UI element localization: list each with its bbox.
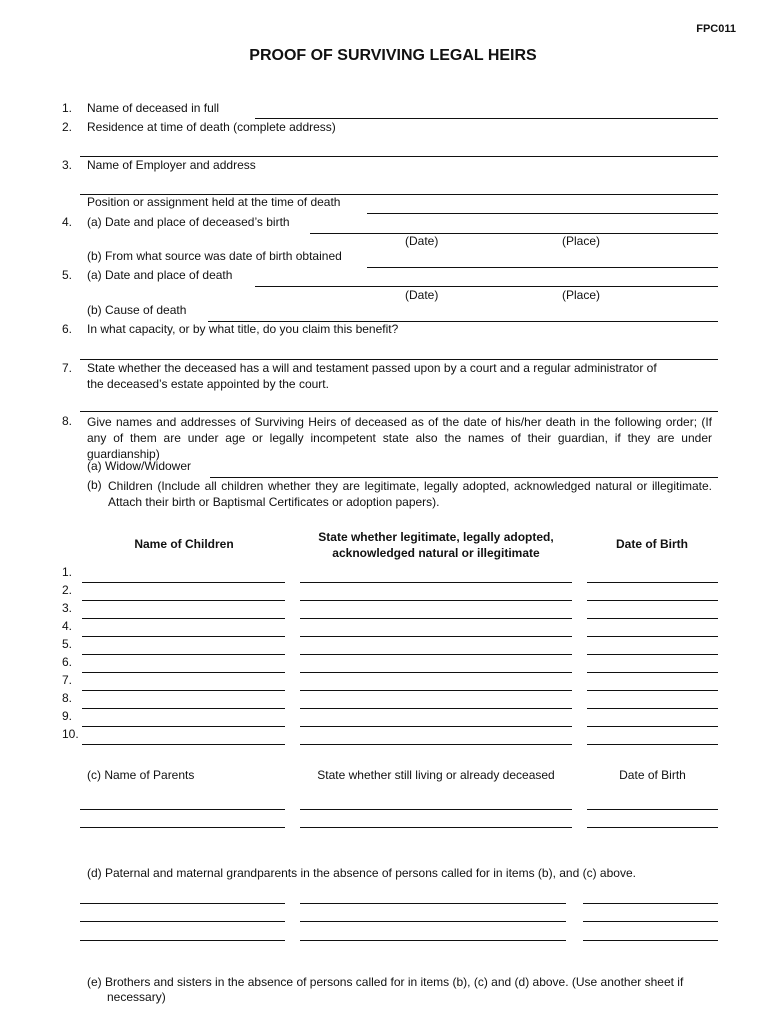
row-number: 9. [62, 709, 73, 723]
birth-source-field[interactable] [367, 267, 718, 268]
parent-dob-field[interactable] [587, 827, 718, 828]
grandparent-status-field[interactable] [300, 921, 566, 922]
parent-dob-field[interactable] [587, 809, 718, 810]
residence-label: Residence at time of death (complete address) [87, 120, 336, 134]
child-legitimacy-field[interactable] [300, 708, 572, 709]
death-date-place-label: (a) Date and place of death [87, 268, 233, 282]
child-name-field[interactable] [82, 672, 285, 673]
parent-status-field[interactable] [300, 809, 572, 810]
will-answer-field[interactable] [80, 411, 718, 412]
parent-name-field[interactable] [80, 827, 285, 828]
employer-label: Name of Employer and address [87, 158, 256, 172]
date-caption: (Date) [405, 234, 439, 248]
child-dob-field[interactable] [587, 654, 718, 655]
deceased-name-label: Name of deceased in full [87, 101, 220, 115]
place-caption: (Place) [562, 288, 601, 302]
row-number: 8. [62, 691, 73, 705]
residence-field[interactable] [80, 156, 718, 157]
child-legitimacy-field[interactable] [300, 672, 572, 673]
will-question-line2: the deceased’s estate appointed by the court. [87, 377, 329, 391]
item-number: 5. [62, 268, 73, 282]
col-header-date-of-birth: Date of Birth [616, 537, 688, 551]
grandparent-name-field[interactable] [80, 940, 285, 941]
child-legitimacy-field[interactable] [300, 618, 572, 619]
parents-col-header-dob: Date of Birth [619, 768, 686, 782]
child-dob-field[interactable] [587, 726, 718, 727]
row-number: 2. [62, 583, 73, 597]
position-field[interactable] [367, 213, 718, 214]
child-legitimacy-field[interactable] [300, 654, 572, 655]
row-number: 10. [62, 727, 79, 741]
child-legitimacy-field[interactable] [300, 600, 572, 601]
item-number: 3. [62, 158, 73, 172]
child-legitimacy-field[interactable] [300, 744, 572, 745]
position-label: Position or assignment held at the time of death [87, 195, 341, 209]
grandparent-dob-field[interactable] [583, 921, 718, 922]
item-number: 7. [62, 361, 73, 375]
row-number: 7. [62, 673, 73, 687]
row-number: 1. [62, 565, 73, 579]
birth-source-label: (b) From what source was date of birth obtained [87, 249, 342, 263]
item-number: 1. [62, 101, 73, 115]
place-caption: (Place) [562, 234, 601, 248]
parent-status-field[interactable] [300, 827, 572, 828]
children-instructions: Children (Include all children whether they are legitimate, legally adopted, acknowledged natural or illegitimate. Attach their birth or Baptismal Certificates or adoption papers). [108, 479, 712, 509]
capacity-field[interactable] [80, 359, 718, 360]
child-dob-field[interactable] [587, 618, 718, 619]
child-dob-field[interactable] [587, 636, 718, 637]
col-header-name-of-children: Name of Children [134, 537, 234, 551]
parent-name-field[interactable] [80, 809, 285, 810]
grandparent-name-field[interactable] [80, 903, 285, 904]
child-dob-field[interactable] [587, 600, 718, 601]
row-number: 6. [62, 655, 73, 669]
col-header-legitimacy: State whether legitimate, legally adopted, acknowledged natural or illegitimate [318, 530, 554, 560]
birth-date-place-label: (a) Date and place of deceased’s birth [87, 215, 290, 229]
child-name-field[interactable] [82, 654, 285, 655]
child-name-field[interactable] [82, 636, 285, 637]
parents-col-header-name: (c) Name of Parents [87, 768, 195, 782]
row-number: 3. [62, 601, 73, 615]
child-legitimacy-field[interactable] [300, 636, 572, 637]
birth-date-place-field[interactable] [310, 233, 718, 234]
heirs-instructions: Give names and addresses of Surviving Heirs of deceased as of the date of his/her death in the following order; (If any of them are under age or legally incompetent state also the names of their guardian, if they are under guardianship) [87, 415, 712, 461]
child-name-field[interactable] [82, 600, 285, 601]
row-number: 5. [62, 637, 73, 651]
row-number: 4. [62, 619, 73, 633]
child-dob-field[interactable] [587, 690, 718, 691]
child-dob-field[interactable] [587, 744, 718, 745]
death-date-place-field[interactable] [255, 286, 718, 287]
child-name-field[interactable] [82, 726, 285, 727]
child-name-field[interactable] [82, 582, 285, 583]
child-dob-field[interactable] [587, 708, 718, 709]
child-name-field[interactable] [82, 744, 285, 745]
grandparent-dob-field[interactable] [583, 940, 718, 941]
widow-label: (a) Widow/Widower [87, 459, 192, 473]
parents-col-header-status: State whether still living or already deceased [317, 768, 555, 782]
child-dob-field[interactable] [587, 672, 718, 673]
grandparent-status-field[interactable] [300, 940, 566, 941]
deceased-name-field[interactable] [255, 118, 718, 119]
item-number: 4. [62, 215, 73, 229]
grandparents-label: (d) Paternal and maternal grandparents in the absence of persons called for in items (b), and (c) above. [87, 866, 636, 880]
child-legitimacy-field[interactable] [300, 690, 572, 691]
child-legitimacy-field[interactable] [300, 726, 572, 727]
form-code: FPC011 [696, 23, 736, 35]
child-name-field[interactable] [82, 690, 285, 691]
grandparent-dob-field[interactable] [583, 903, 718, 904]
capacity-label: In what capacity, or by what title, do you claim this benefit? [87, 322, 399, 336]
child-legitimacy-field[interactable] [300, 582, 572, 583]
children-label-prefix: (b) [87, 478, 102, 492]
cause-of-death-label: (b) Cause of death [87, 303, 187, 317]
siblings-label-line2: necessary) [107, 990, 166, 1004]
form-title: PROOF OF SURVIVING LEGAL HEIRS [249, 47, 537, 64]
item-number: 6. [62, 322, 73, 336]
siblings-label-line1: (e) Brothers and sisters in the absence of persons called for in items (b), (c) and (d) above. (Use another sheet if [87, 975, 684, 989]
child-name-field[interactable] [82, 618, 285, 619]
child-dob-field[interactable] [587, 582, 718, 583]
child-name-field[interactable] [82, 708, 285, 709]
item-number: 8. [62, 414, 73, 428]
item-number: 2. [62, 120, 73, 134]
date-caption: (Date) [405, 288, 439, 302]
grandparent-status-field[interactable] [300, 903, 566, 904]
grandparent-name-field[interactable] [80, 921, 285, 922]
will-question-line1: State whether the deceased has a will and testament passed upon by a court and a regular administrator of [87, 361, 657, 375]
